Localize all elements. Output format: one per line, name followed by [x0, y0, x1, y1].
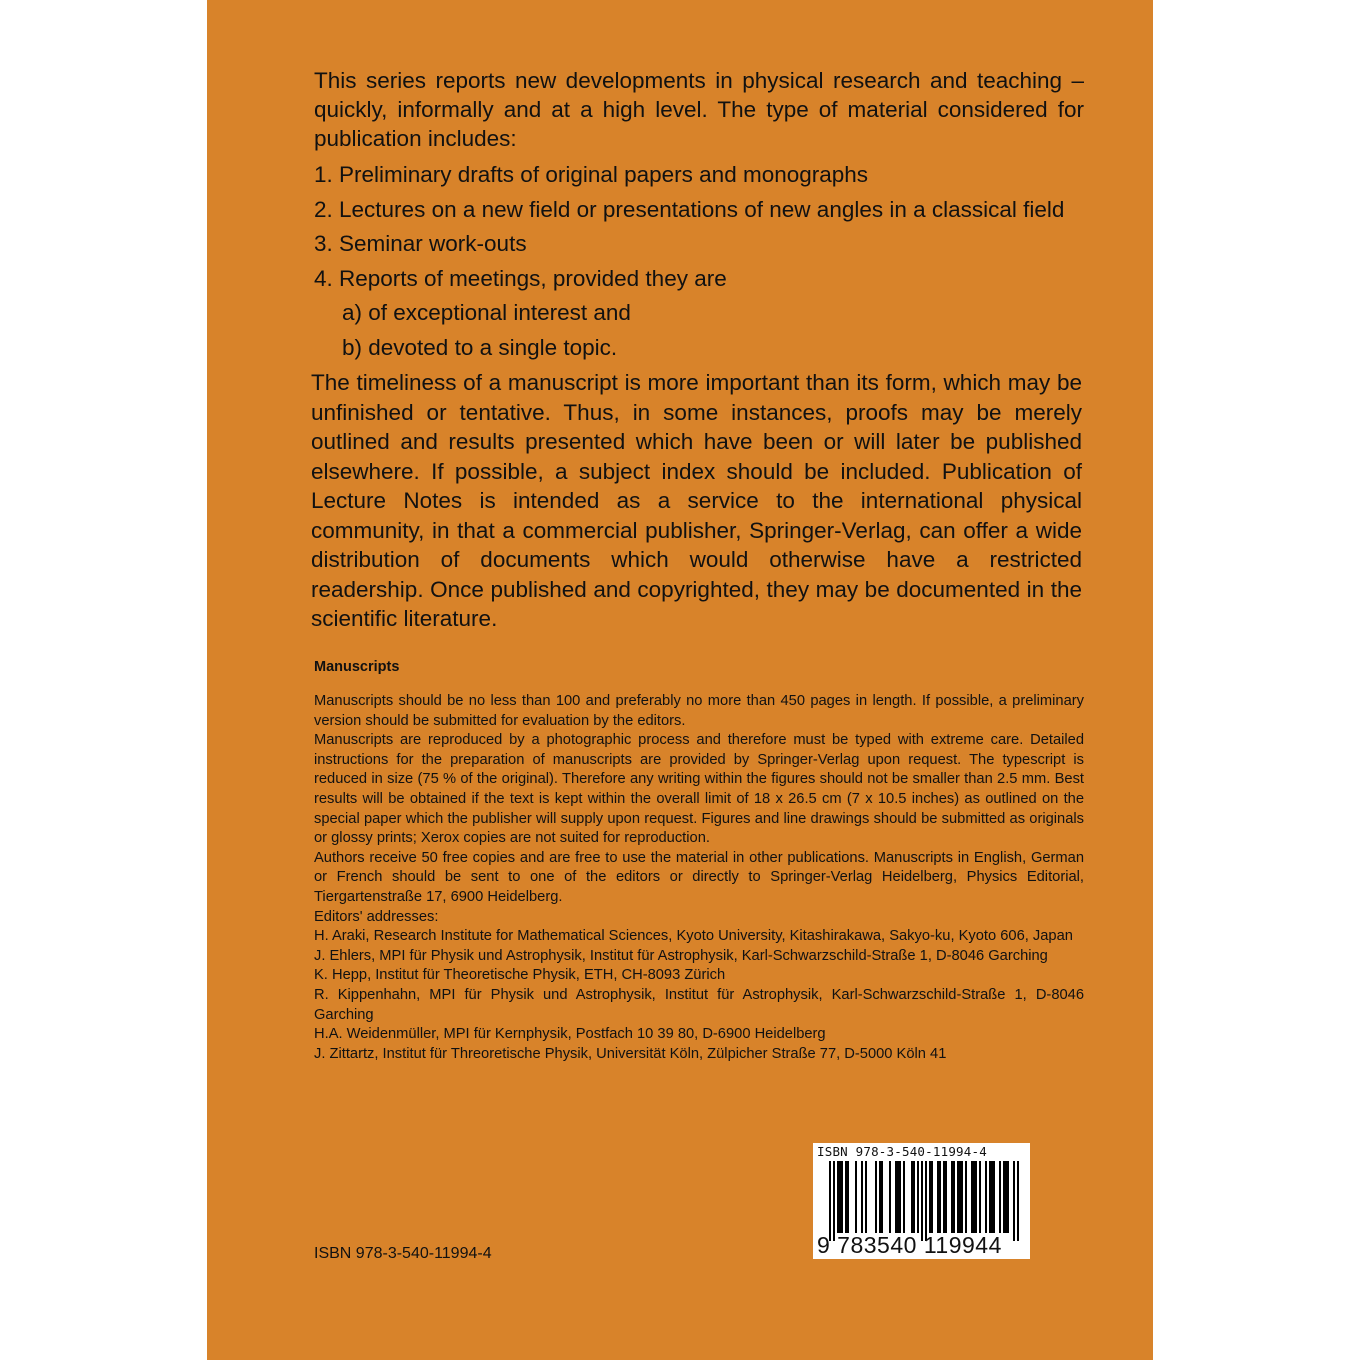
- barcode-bar: [951, 1161, 953, 1233]
- barcode-bar: [943, 1161, 945, 1233]
- barcode-bar: [841, 1161, 843, 1233]
- barcode-bar: [979, 1161, 981, 1233]
- barcode-guard-bar: [1017, 1161, 1019, 1241]
- barcode-bar: [837, 1161, 839, 1233]
- barcode-bar: [989, 1161, 991, 1233]
- barcode-bar: [881, 1161, 883, 1233]
- barcode-bar: [845, 1161, 847, 1233]
- barcode-bar: [953, 1161, 955, 1233]
- barcode-bar: [929, 1161, 931, 1233]
- barcode-bar: [973, 1161, 975, 1233]
- barcode-bar: [961, 1161, 963, 1233]
- material-list: [314, 158, 1084, 365]
- editor-address: H.A. Weidenmüller, MPI für Kernphysik, Postfach 10 39 80, D-6900 Heidelberg: [314, 1026, 826, 1043]
- barcode-guard-bar: [921, 1161, 923, 1241]
- barcode-bar: [991, 1161, 993, 1233]
- barcode-bar: [875, 1161, 877, 1233]
- manuscripts-preparation-paragraph: Manuscripts are reproduced by a photographic process and therefore must be typed with extreme care. Detailed instructions for the preparation of manuscripts are provided by Springer-Verlag upon request. The typescript is reduced in size (75 % of the original). Therefore any writing within the figures should not be smaller than 2.5 mm. Best results will be obtained if the text is kept within the overall limit of 18 x 26.5 cm (7 x 10.5 inches) as outlined on the special paper which the publisher will supply upon request. Figures and line drawings should be submitted as originals or glossy prints; Xerox copies are not suited for reproduction.: [314, 732, 1084, 847]
- list-item: 3. Seminar work-outs: [314, 231, 527, 256]
- barcode-bar: [985, 1161, 987, 1233]
- list-item: 2. Lectures on a new field or presentations of new angles in a classical field: [314, 196, 1065, 222]
- barcode-bar: [999, 1161, 1001, 1233]
- barcode-bar: [971, 1161, 973, 1233]
- barcode-bar: [839, 1161, 841, 1233]
- manuscripts-length-paragraph: Manuscripts should be no less than 100 and preferably no more than 450 pages in length. If possible, a preliminary version should be submitted for evaluation by the editors.: [314, 693, 1084, 729]
- list-item: 4. Reports of meetings, provided they are: [314, 265, 727, 291]
- barcode-bar: [959, 1161, 961, 1233]
- barcode-bar: [1005, 1161, 1007, 1233]
- barcode-guard-bar: [925, 1161, 927, 1241]
- series-description: [314, 66, 1084, 365]
- barcode-bar: [939, 1161, 941, 1233]
- barcode-bar: [899, 1161, 901, 1233]
- editor-address: K. Hepp, Institut für Theoretische Physik, ETH, CH-8093 Zürich: [314, 967, 726, 984]
- isbn-barcode: [813, 1143, 1030, 1259]
- timeliness-paragraph: The timeliness of a manuscript is more important than its form, which may be unfinished or tentative. Thus, in some instances, proofs may be merely outlined and results presented which have been or will later be published elsewhere. If possible, a subject index should be included. Publication of Lecture Notes is intended as a service to the international physical community, in that a commercial publisher, Springer-Verlag, can offer a wide distribution of documents which would otherwise have a restricted readership. Once published and copyrighted, they may be documented in the scientific literature.: [311, 370, 1082, 631]
- barcode-guard-bar: [1013, 1161, 1015, 1241]
- barcode-bar: [911, 1161, 913, 1233]
- manuscripts-heading: Manuscripts: [314, 659, 400, 675]
- manuscripts-authors-paragraph: Authors receive 50 free copies and are free to use the material in other publications. Manuscripts in English, German or French should be sent to one of the editors or directly to Springer-Verlag Heidelberg, Physics Editorial, Tiergartenstraße 17, 6900 Heidelberg.: [314, 849, 1084, 905]
- barcode-bar: [1003, 1161, 1005, 1233]
- barcode-bar: [889, 1161, 891, 1233]
- barcode-bar: [903, 1161, 905, 1233]
- barcode-bar: [895, 1161, 897, 1233]
- list-subitem: b) devoted to a single topic.: [342, 334, 618, 360]
- barcode-bar: [917, 1161, 919, 1233]
- barcode-digits: 9 783540 119944: [817, 1232, 1002, 1258]
- editor-address: R. Kippenhahn, MPI für Physik und Astrophysik, Institut für Astrophysik, Karl-Schwarzschild-Straße 1, D-8046 Garching: [314, 986, 1084, 1023]
- barcode-bar: [931, 1161, 933, 1233]
- intro-paragraph: This series reports new developments in physical research and teaching – quickly, informally and at a high level. The type of material considered for publication includes:: [314, 68, 1084, 151]
- editor-address: J. Ehlers, MPI für Physik und Astrophysik, Institut für Astrophysik, Karl-Schwarzschild-Straße 1, D-8046 Garching: [314, 947, 1048, 964]
- barcode-bar: [865, 1161, 867, 1233]
- barcode-bar: [913, 1161, 915, 1233]
- editors-heading: Editors' addresses:: [314, 908, 439, 925]
- barcode-bar: [861, 1161, 863, 1233]
- barcode-guard-bar: [833, 1161, 835, 1241]
- barcode-bar: [975, 1161, 977, 1233]
- manuscripts-section: [314, 692, 1084, 1064]
- barcode-bar: [855, 1161, 857, 1233]
- editor-address: H. Araki, Research Institute for Mathematical Sciences, Kyoto University, Kitashirakawa, Sakyo-ku, Kyoto 606, Japan: [314, 928, 1073, 945]
- barcode-bar: [965, 1161, 967, 1233]
- barcode-bar: [937, 1161, 939, 1233]
- barcode-bar: [897, 1161, 899, 1233]
- isbn-text: ISBN 978-3-540-11994-4: [314, 1245, 492, 1262]
- barcode-bar: [993, 1161, 995, 1233]
- barcode-bar: [847, 1161, 849, 1233]
- barcode-guard-bar: [829, 1161, 831, 1241]
- list-item: 1. Preliminary drafts of original papers and monographs: [314, 162, 869, 187]
- barcode-isbn-label: ISBN 978-3-540-11994-4: [817, 1144, 987, 1159]
- list-subitem: a) of exceptional interest and: [342, 300, 631, 325]
- barcode-bar: [1007, 1161, 1009, 1233]
- barcode-bar: [945, 1161, 947, 1233]
- barcode-bar: [957, 1161, 959, 1233]
- barcode-bar: [879, 1161, 881, 1233]
- editor-address: J. Zittartz, Institut für Threoretische Physik, Universität Köln, Zülpicher Straße 77, D-5000 Köln 41: [314, 1045, 947, 1062]
